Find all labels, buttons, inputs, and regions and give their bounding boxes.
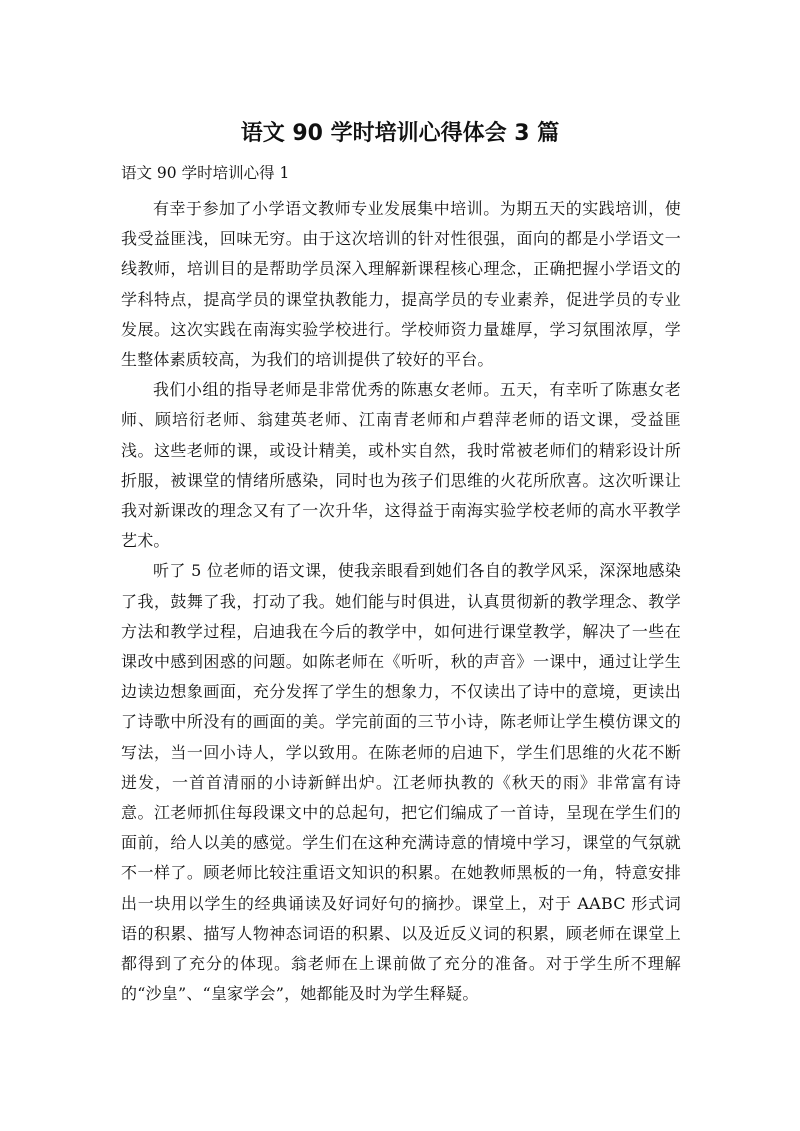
paragraph-1: 有幸于参加了小学语文教师专业发展集中培训。为期五天的实践培训，使我受益匪浅，回味无穷。由于这次培训的针对性很强，面向的都是小学语文一线教师，培训目的是帮助学员深入理解新课程核心理念，正确把握小学语文的学科特点，提高学员的课堂执教能力，提高学员的专业素养，促进学员的专业发展。这次实践在南海实验学校进行。学校师资力量雄厚，学习氛围浓厚，学生整体素质较高，为我们的培训提供了较好的平台。 (121, 199, 681, 370)
document-body (121, 194, 681, 1009)
paragraph-2: 我们小组的指导老师是非常优秀的陈惠女老师。五天，有幸听了陈惠女老师、顾培衍老师、翁建英老师、江南青老师和卢碧萍老师的语文课，受益匪浅。这些老师的课，或设计精美，或朴实自然，我时常被老师们的精彩设计所折服，被课堂的情绪所感染，同时也为孩子们思维的火花所欣喜。这次听课让我对新课改的理念又有了一次升华，这得益于南海实验学校老师的高水平教学艺术。 (121, 380, 681, 551)
section-heading: 语文 90 学时培训心得 1 (121, 164, 290, 182)
paragraph-3: 听了 5 位老师的语文课，使我亲眼看到她们各自的教学风采，深深地感染了我，鼓舞了我，打动了我。她们能与时俱进，认真贯彻新的教学理念、教学方法和教学过程，启迪我在今后的教学中，如何进行课堂教学，解决了一些在课改中感到困惑的问题。如陈老师在《听听，秋的声音》一课中，通过让学生边读边想象画面，充分发挥了学生的想象力，不仅读出了诗中的意境，更读出了诗歌中所没有的画面的美。学完前面的三节小诗，陈老师让学生模仿课文的写法，当一回小诗人，学以致用。在陈老师的启迪下，学生们思维的火花不断迸发，一首首清丽的小诗新鲜出炉。江老师执教的《秋天的雨》非常富有诗意。江老师抓住每段课文中的总起句，把它们编成了一首诗，呈现在学生们的面前，给人以美的感觉。学生们在这种充满诗意的情境中学习，课堂的气氛就不一样了。顾老师比较注重语文知识的积累。在她教师黑板的一角，特意安排出一块用以学生的经典诵读及好词好句的摘抄。课堂上，对于 AABC 形式词语的积累、描写人物神态词语的积累、以及近反义词的积累，顾老师在课堂上都得到了充分的体现。翁老师在上课前做了充分的准备。对于学生所不理解的“沙皇”、“皇家学会”，她都能及时为学生释疑。 (121, 561, 681, 1004)
document-title: 语文 90 学时培训心得体会 3 篇 (240, 121, 560, 146)
